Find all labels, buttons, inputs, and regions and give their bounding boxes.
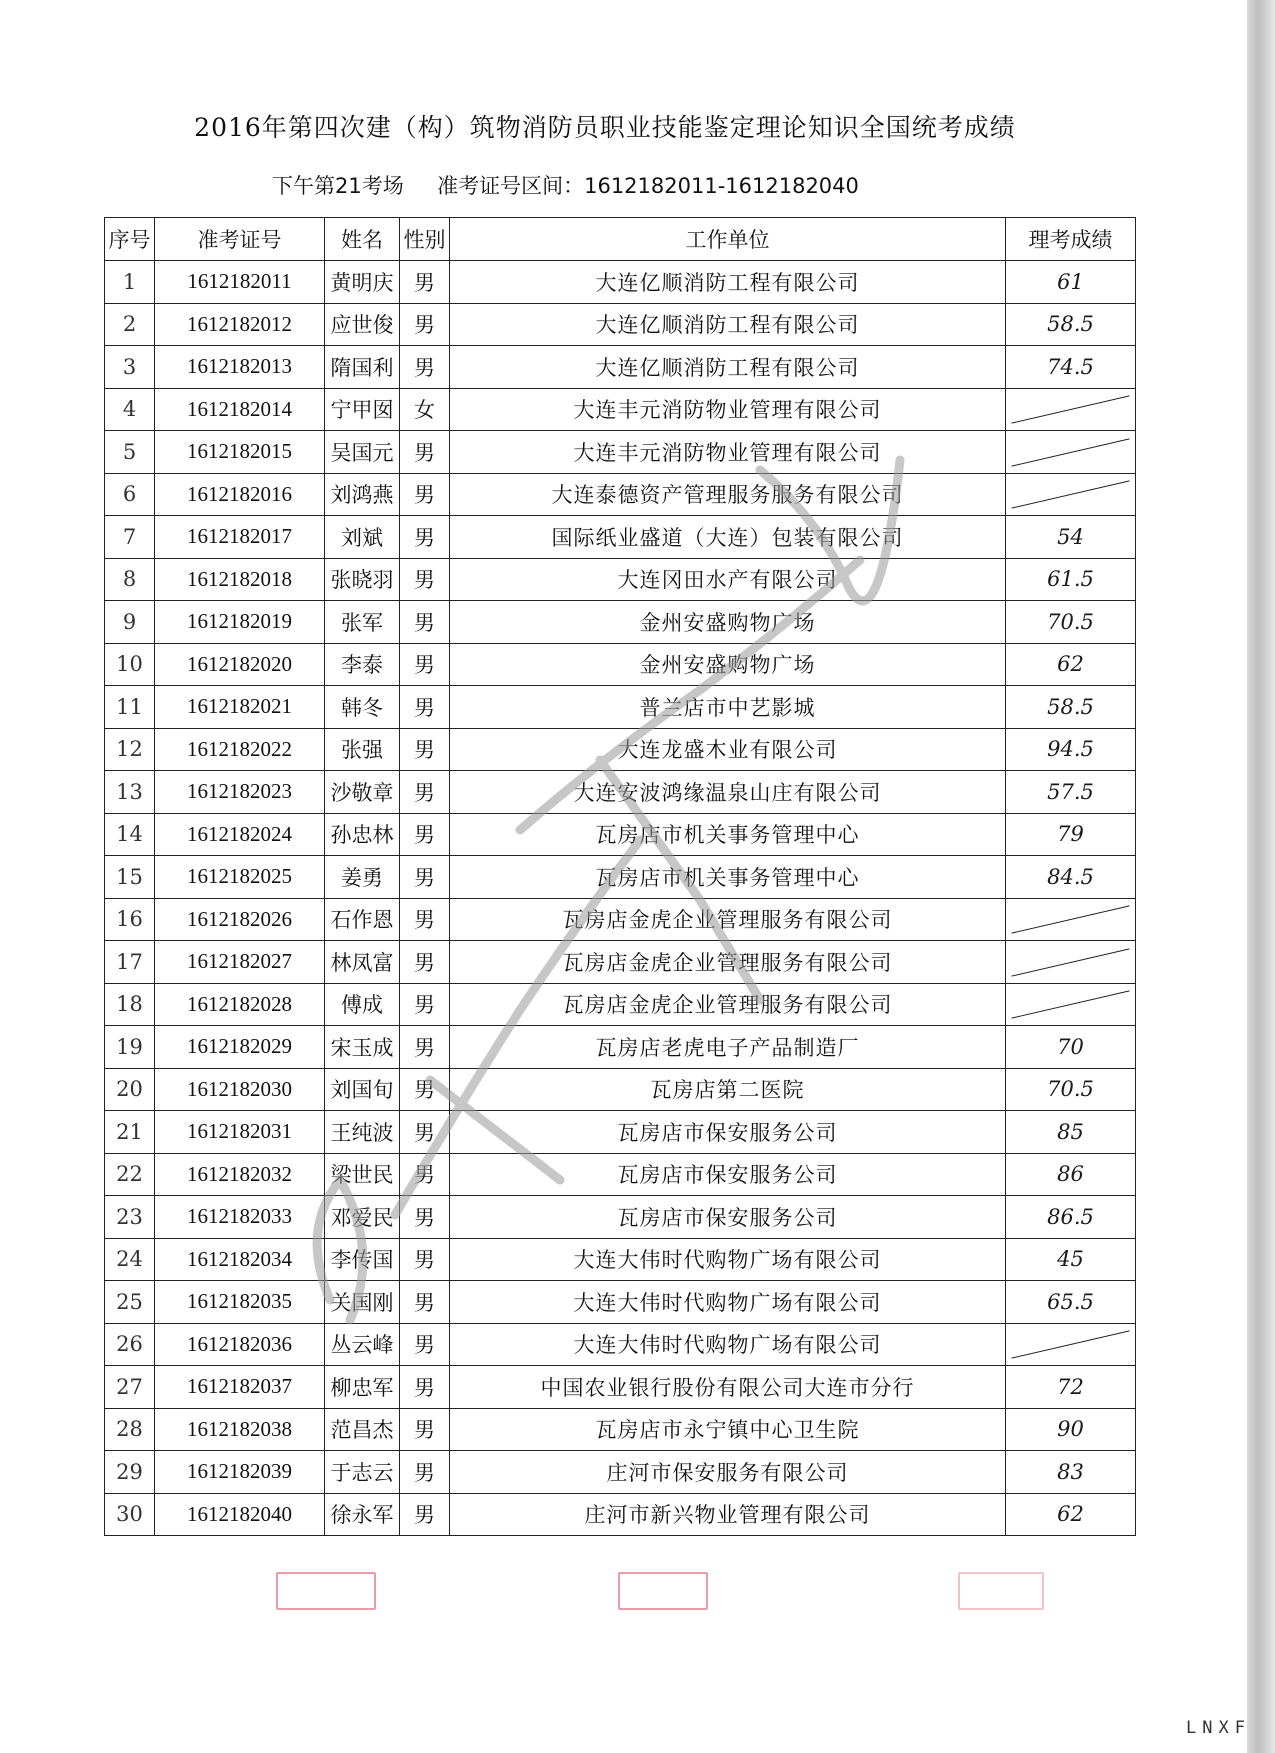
table-row (105, 643, 1136, 686)
seq-cell: 24 (105, 1238, 155, 1281)
score-cell: 62 (1006, 643, 1136, 686)
name-cell: 梁世民 (325, 1153, 400, 1196)
seq-cell: 15 (105, 856, 155, 899)
score-cell: 65.5 (1006, 1281, 1136, 1324)
header-score: 理考成绩 (1006, 218, 1136, 261)
gender-cell: 男 (400, 516, 450, 559)
seq-cell: 4 (105, 388, 155, 431)
gender-cell: 男 (400, 1493, 450, 1536)
score-cell: 72 (1006, 1366, 1136, 1409)
ticket-number-cell: 1612182028 (155, 983, 325, 1026)
score-cell: 70.5 (1006, 1068, 1136, 1111)
name-cell: 张晓羽 (325, 558, 400, 601)
employer-cell: 金州安盛购物广场 (450, 601, 1006, 644)
ticket-number-cell: 1612182015 (155, 431, 325, 474)
seq-cell: 9 (105, 601, 155, 644)
seq-cell: 18 (105, 983, 155, 1026)
ticket-number-cell: 1612182033 (155, 1196, 325, 1239)
exam-room-subtitle: 下午第21考场 准考证号区间：1612182011-1612182040 (272, 174, 859, 198)
score-cell: 79 (1006, 813, 1136, 856)
seq-cell: 23 (105, 1196, 155, 1239)
seq-cell: 13 (105, 771, 155, 814)
gender-cell: 男 (400, 1153, 450, 1196)
seq-cell: 12 (105, 728, 155, 771)
header-ticket: 准考证号 (155, 218, 325, 261)
table-row (105, 1323, 1136, 1366)
employer-cell: 庄河市保安服务有限公司 (450, 1451, 1006, 1494)
gender-cell: 男 (400, 941, 450, 984)
seq-cell: 8 (105, 558, 155, 601)
gender-cell: 男 (400, 1026, 450, 1069)
name-cell: 王纯波 (325, 1111, 400, 1154)
name-cell: 宋玉成 (325, 1026, 400, 1069)
page-title: 2016年第四次建（构）筑物消防员职业技能鉴定理论知识全国统考成绩 (194, 113, 1016, 142)
employer-cell: 瓦房店金虎企业管理服务有限公司 (450, 898, 1006, 941)
employer-cell: 大连安波鸿缘温泉山庄有限公司 (450, 771, 1006, 814)
gender-cell: 男 (400, 1323, 450, 1366)
name-cell: 丛云峰 (325, 1323, 400, 1366)
score-cell: 70.5 (1006, 601, 1136, 644)
table-row (105, 303, 1136, 346)
employer-cell: 瓦房店市保安服务公司 (450, 1111, 1006, 1154)
gender-cell: 男 (400, 601, 450, 644)
gender-cell: 男 (400, 558, 450, 601)
red-stamp-3 (958, 1572, 1044, 1610)
seq-cell: 6 (105, 473, 155, 516)
name-cell: 范昌杰 (325, 1408, 400, 1451)
header-name: 姓名 (325, 218, 400, 261)
name-cell: 邓爱民 (325, 1196, 400, 1239)
employer-cell: 瓦房店市永宁镇中心卫生院 (450, 1408, 1006, 1451)
name-cell: 于志云 (325, 1451, 400, 1494)
name-cell: 宁甲囡 (325, 388, 400, 431)
name-cell: 黄明庆 (325, 261, 400, 304)
seq-cell: 7 (105, 516, 155, 559)
name-cell: 张强 (325, 728, 400, 771)
absent-slash-mark (1011, 481, 1129, 509)
employer-cell: 大连亿顺消防工程有限公司 (450, 303, 1006, 346)
employer-cell: 瓦房店市机关事务管理中心 (450, 813, 1006, 856)
gender-cell: 男 (400, 1111, 450, 1154)
seq-cell: 22 (105, 1153, 155, 1196)
seq-cell: 28 (105, 1408, 155, 1451)
seq-cell: 17 (105, 941, 155, 984)
table-row (105, 388, 1136, 431)
score-cell: 58.5 (1006, 303, 1136, 346)
absent-slash-mark (1011, 396, 1129, 424)
score-cell: 70 (1006, 1026, 1136, 1069)
red-stamp-1 (276, 1572, 376, 1610)
seq-cell: 30 (105, 1493, 155, 1536)
gender-cell: 男 (400, 1238, 450, 1281)
employer-cell: 大连大伟时代购物广场有限公司 (450, 1323, 1006, 1366)
employer-cell: 金州安盛购物广场 (450, 643, 1006, 686)
score-cell (1006, 898, 1136, 941)
seq-cell: 16 (105, 898, 155, 941)
gender-cell: 男 (400, 1196, 450, 1239)
seq-cell: 21 (105, 1111, 155, 1154)
ticket-number-cell: 1612182035 (155, 1281, 325, 1324)
gender-cell: 男 (400, 898, 450, 941)
score-cell: 62 (1006, 1493, 1136, 1536)
ticket-number-cell: 1612182018 (155, 558, 325, 601)
seq-cell: 29 (105, 1451, 155, 1494)
employer-cell: 庄河市新兴物业管理有限公司 (450, 1493, 1006, 1536)
name-cell: 孙忠林 (325, 813, 400, 856)
name-cell: 关国刚 (325, 1281, 400, 1324)
table-row (105, 1366, 1136, 1409)
score-cell: 83 (1006, 1451, 1136, 1494)
score-cell (1006, 983, 1136, 1026)
score-cell: 57.5 (1006, 771, 1136, 814)
table-row (105, 346, 1136, 389)
gender-cell: 男 (400, 261, 450, 304)
employer-cell: 国际纸业盛道（大连）包装有限公司 (450, 516, 1006, 559)
score-cell: 45 (1006, 1238, 1136, 1281)
name-cell: 石作恩 (325, 898, 400, 941)
ticket-number-cell: 1612182013 (155, 346, 325, 389)
ticket-number-cell: 1612182036 (155, 1323, 325, 1366)
employer-cell: 瓦房店金虎企业管理服务有限公司 (450, 983, 1006, 1026)
employer-cell: 瓦房店市保安服务公司 (450, 1153, 1006, 1196)
seq-cell: 20 (105, 1068, 155, 1111)
absent-slash-mark (1011, 991, 1129, 1019)
employer-cell: 大连丰元消防物业管理有限公司 (450, 431, 1006, 474)
score-cell: 90 (1006, 1408, 1136, 1451)
ticket-number-cell: 1612182014 (155, 388, 325, 431)
table-row (105, 558, 1136, 601)
gender-cell: 男 (400, 473, 450, 516)
score-cell: 58.5 (1006, 686, 1136, 729)
ticket-number-cell: 1612182029 (155, 1026, 325, 1069)
table-row (105, 728, 1136, 771)
ticket-number-cell: 1612182019 (155, 601, 325, 644)
ticket-number-cell: 1612182020 (155, 643, 325, 686)
seq-cell: 27 (105, 1366, 155, 1409)
table-row (105, 431, 1136, 474)
table-row (105, 813, 1136, 856)
gender-cell: 男 (400, 643, 450, 686)
table-row (105, 1196, 1136, 1239)
table-row (105, 1408, 1136, 1451)
ticket-number-cell: 1612182037 (155, 1366, 325, 1409)
name-cell: 徐永军 (325, 1493, 400, 1536)
seq-cell: 3 (105, 346, 155, 389)
absent-slash-mark (1011, 438, 1129, 466)
gender-cell: 男 (400, 303, 450, 346)
score-cell (1006, 473, 1136, 516)
score-cell (1006, 941, 1136, 984)
gender-cell: 男 (400, 983, 450, 1026)
score-cell: 86.5 (1006, 1196, 1136, 1239)
name-cell: 应世俊 (325, 303, 400, 346)
table-row (105, 516, 1136, 559)
table-row (105, 1026, 1136, 1069)
score-cell (1006, 388, 1136, 431)
table-row (105, 1111, 1136, 1154)
gender-cell: 男 (400, 346, 450, 389)
table-row (105, 601, 1136, 644)
table-row (105, 261, 1136, 304)
gender-cell: 男 (400, 1281, 450, 1324)
absent-slash-mark (1011, 948, 1129, 976)
name-cell: 柳忠军 (325, 1366, 400, 1409)
name-cell: 吴国元 (325, 431, 400, 474)
ticket-number-cell: 1612182031 (155, 1111, 325, 1154)
ticket-number-cell: 1612182016 (155, 473, 325, 516)
seq-cell: 5 (105, 431, 155, 474)
gender-cell: 男 (400, 728, 450, 771)
name-cell: 张军 (325, 601, 400, 644)
gender-cell: 男 (400, 813, 450, 856)
ticket-number-cell: 1612182038 (155, 1408, 325, 1451)
score-cell: 86 (1006, 1153, 1136, 1196)
name-cell: 傅成 (325, 983, 400, 1026)
name-cell: 姜勇 (325, 856, 400, 899)
score-table-body (105, 261, 1136, 1536)
table-row (105, 1493, 1136, 1536)
score-cell (1006, 431, 1136, 474)
score-cell: 85 (1006, 1111, 1136, 1154)
ticket-number-cell: 1612182025 (155, 856, 325, 899)
name-cell: 韩冬 (325, 686, 400, 729)
score-cell: 54 (1006, 516, 1136, 559)
employer-cell: 大连丰元消防物业管理有限公司 (450, 388, 1006, 431)
ticket-number-cell: 1612182030 (155, 1068, 325, 1111)
table-row (105, 1238, 1136, 1281)
absent-slash-mark (1011, 1331, 1129, 1359)
name-cell: 隋国利 (325, 346, 400, 389)
ticket-number-cell: 1612182021 (155, 686, 325, 729)
name-cell: 刘国旬 (325, 1068, 400, 1111)
table-row (105, 1281, 1136, 1324)
score-cell (1006, 1323, 1136, 1366)
employer-cell: 瓦房店第二医院 (450, 1068, 1006, 1111)
name-cell: 李泰 (325, 643, 400, 686)
gender-cell: 男 (400, 1366, 450, 1409)
header-employer: 工作单位 (450, 218, 1006, 261)
table-row (105, 686, 1136, 729)
seq-cell: 26 (105, 1323, 155, 1366)
seq-cell: 25 (105, 1281, 155, 1324)
employer-cell: 瓦房店市机关事务管理中心 (450, 856, 1006, 899)
gender-cell: 男 (400, 1408, 450, 1451)
score-cell: 61 (1006, 261, 1136, 304)
table-row (105, 898, 1136, 941)
seq-cell: 11 (105, 686, 155, 729)
ticket-number-cell: 1612182012 (155, 303, 325, 346)
seq-cell: 14 (105, 813, 155, 856)
score-cell: 94.5 (1006, 728, 1136, 771)
score-cell: 74.5 (1006, 346, 1136, 389)
name-cell: 刘斌 (325, 516, 400, 559)
seq-cell: 1 (105, 261, 155, 304)
employer-cell: 大连冈田水产有限公司 (450, 558, 1006, 601)
employer-cell: 普兰店市中艺影城 (450, 686, 1006, 729)
gender-cell: 男 (400, 686, 450, 729)
employer-cell: 大连大伟时代购物广场有限公司 (450, 1238, 1006, 1281)
ticket-number-cell: 1612182026 (155, 898, 325, 941)
seq-cell: 2 (105, 303, 155, 346)
gender-cell: 男 (400, 431, 450, 474)
footer-mark: LNXF (1186, 1718, 1251, 1738)
table-row (105, 983, 1136, 1026)
ticket-number-cell: 1612182011 (155, 261, 325, 304)
gender-cell: 男 (400, 1068, 450, 1111)
gender-cell: 男 (400, 771, 450, 814)
ticket-number-cell: 1612182017 (155, 516, 325, 559)
seq-cell: 10 (105, 643, 155, 686)
table-header-row (105, 218, 1136, 261)
ticket-number-cell: 1612182024 (155, 813, 325, 856)
name-cell: 刘鸿燕 (325, 473, 400, 516)
ticket-number-cell: 1612182023 (155, 771, 325, 814)
table-row (105, 941, 1136, 984)
name-cell: 林凤富 (325, 941, 400, 984)
ticket-number-cell: 1612182040 (155, 1493, 325, 1536)
employer-cell: 瓦房店市保安服务公司 (450, 1196, 1006, 1239)
absent-slash-mark (1011, 906, 1129, 934)
employer-cell: 大连亿顺消防工程有限公司 (450, 261, 1006, 304)
ticket-number-cell: 1612182034 (155, 1238, 325, 1281)
employer-cell: 瓦房店金虎企业管理服务有限公司 (450, 941, 1006, 984)
table-row (105, 1068, 1136, 1111)
ticket-number-cell: 1612182022 (155, 728, 325, 771)
score-table (104, 217, 1136, 1536)
scan-page-edge (1247, 0, 1275, 1753)
ticket-number-cell: 1612182039 (155, 1451, 325, 1494)
table-row (105, 1451, 1136, 1494)
gender-cell: 男 (400, 1451, 450, 1494)
ticket-number-cell: 1612182032 (155, 1153, 325, 1196)
employer-cell: 大连亿顺消防工程有限公司 (450, 346, 1006, 389)
employer-cell: 大连龙盛木业有限公司 (450, 728, 1006, 771)
table-row (105, 473, 1136, 516)
name-cell: 李传国 (325, 1238, 400, 1281)
employer-cell: 瓦房店老虎电子产品制造厂 (450, 1026, 1006, 1069)
seq-cell: 19 (105, 1026, 155, 1069)
header-seq: 序号 (105, 218, 155, 261)
score-cell: 61.5 (1006, 558, 1136, 601)
gender-cell: 男 (400, 856, 450, 899)
table-row (105, 856, 1136, 899)
table-row (105, 1153, 1136, 1196)
red-stamp-2 (618, 1572, 708, 1610)
table-row (105, 771, 1136, 814)
header-gender: 性别 (400, 218, 450, 261)
score-cell: 84.5 (1006, 856, 1136, 899)
name-cell: 沙敬章 (325, 771, 400, 814)
gender-cell: 女 (400, 388, 450, 431)
ticket-number-cell: 1612182027 (155, 941, 325, 984)
employer-cell: 中国农业银行股份有限公司大连市分行 (450, 1366, 1006, 1409)
employer-cell: 大连大伟时代购物广场有限公司 (450, 1281, 1006, 1324)
employer-cell: 大连泰德资产管理服务服务有限公司 (450, 473, 1006, 516)
